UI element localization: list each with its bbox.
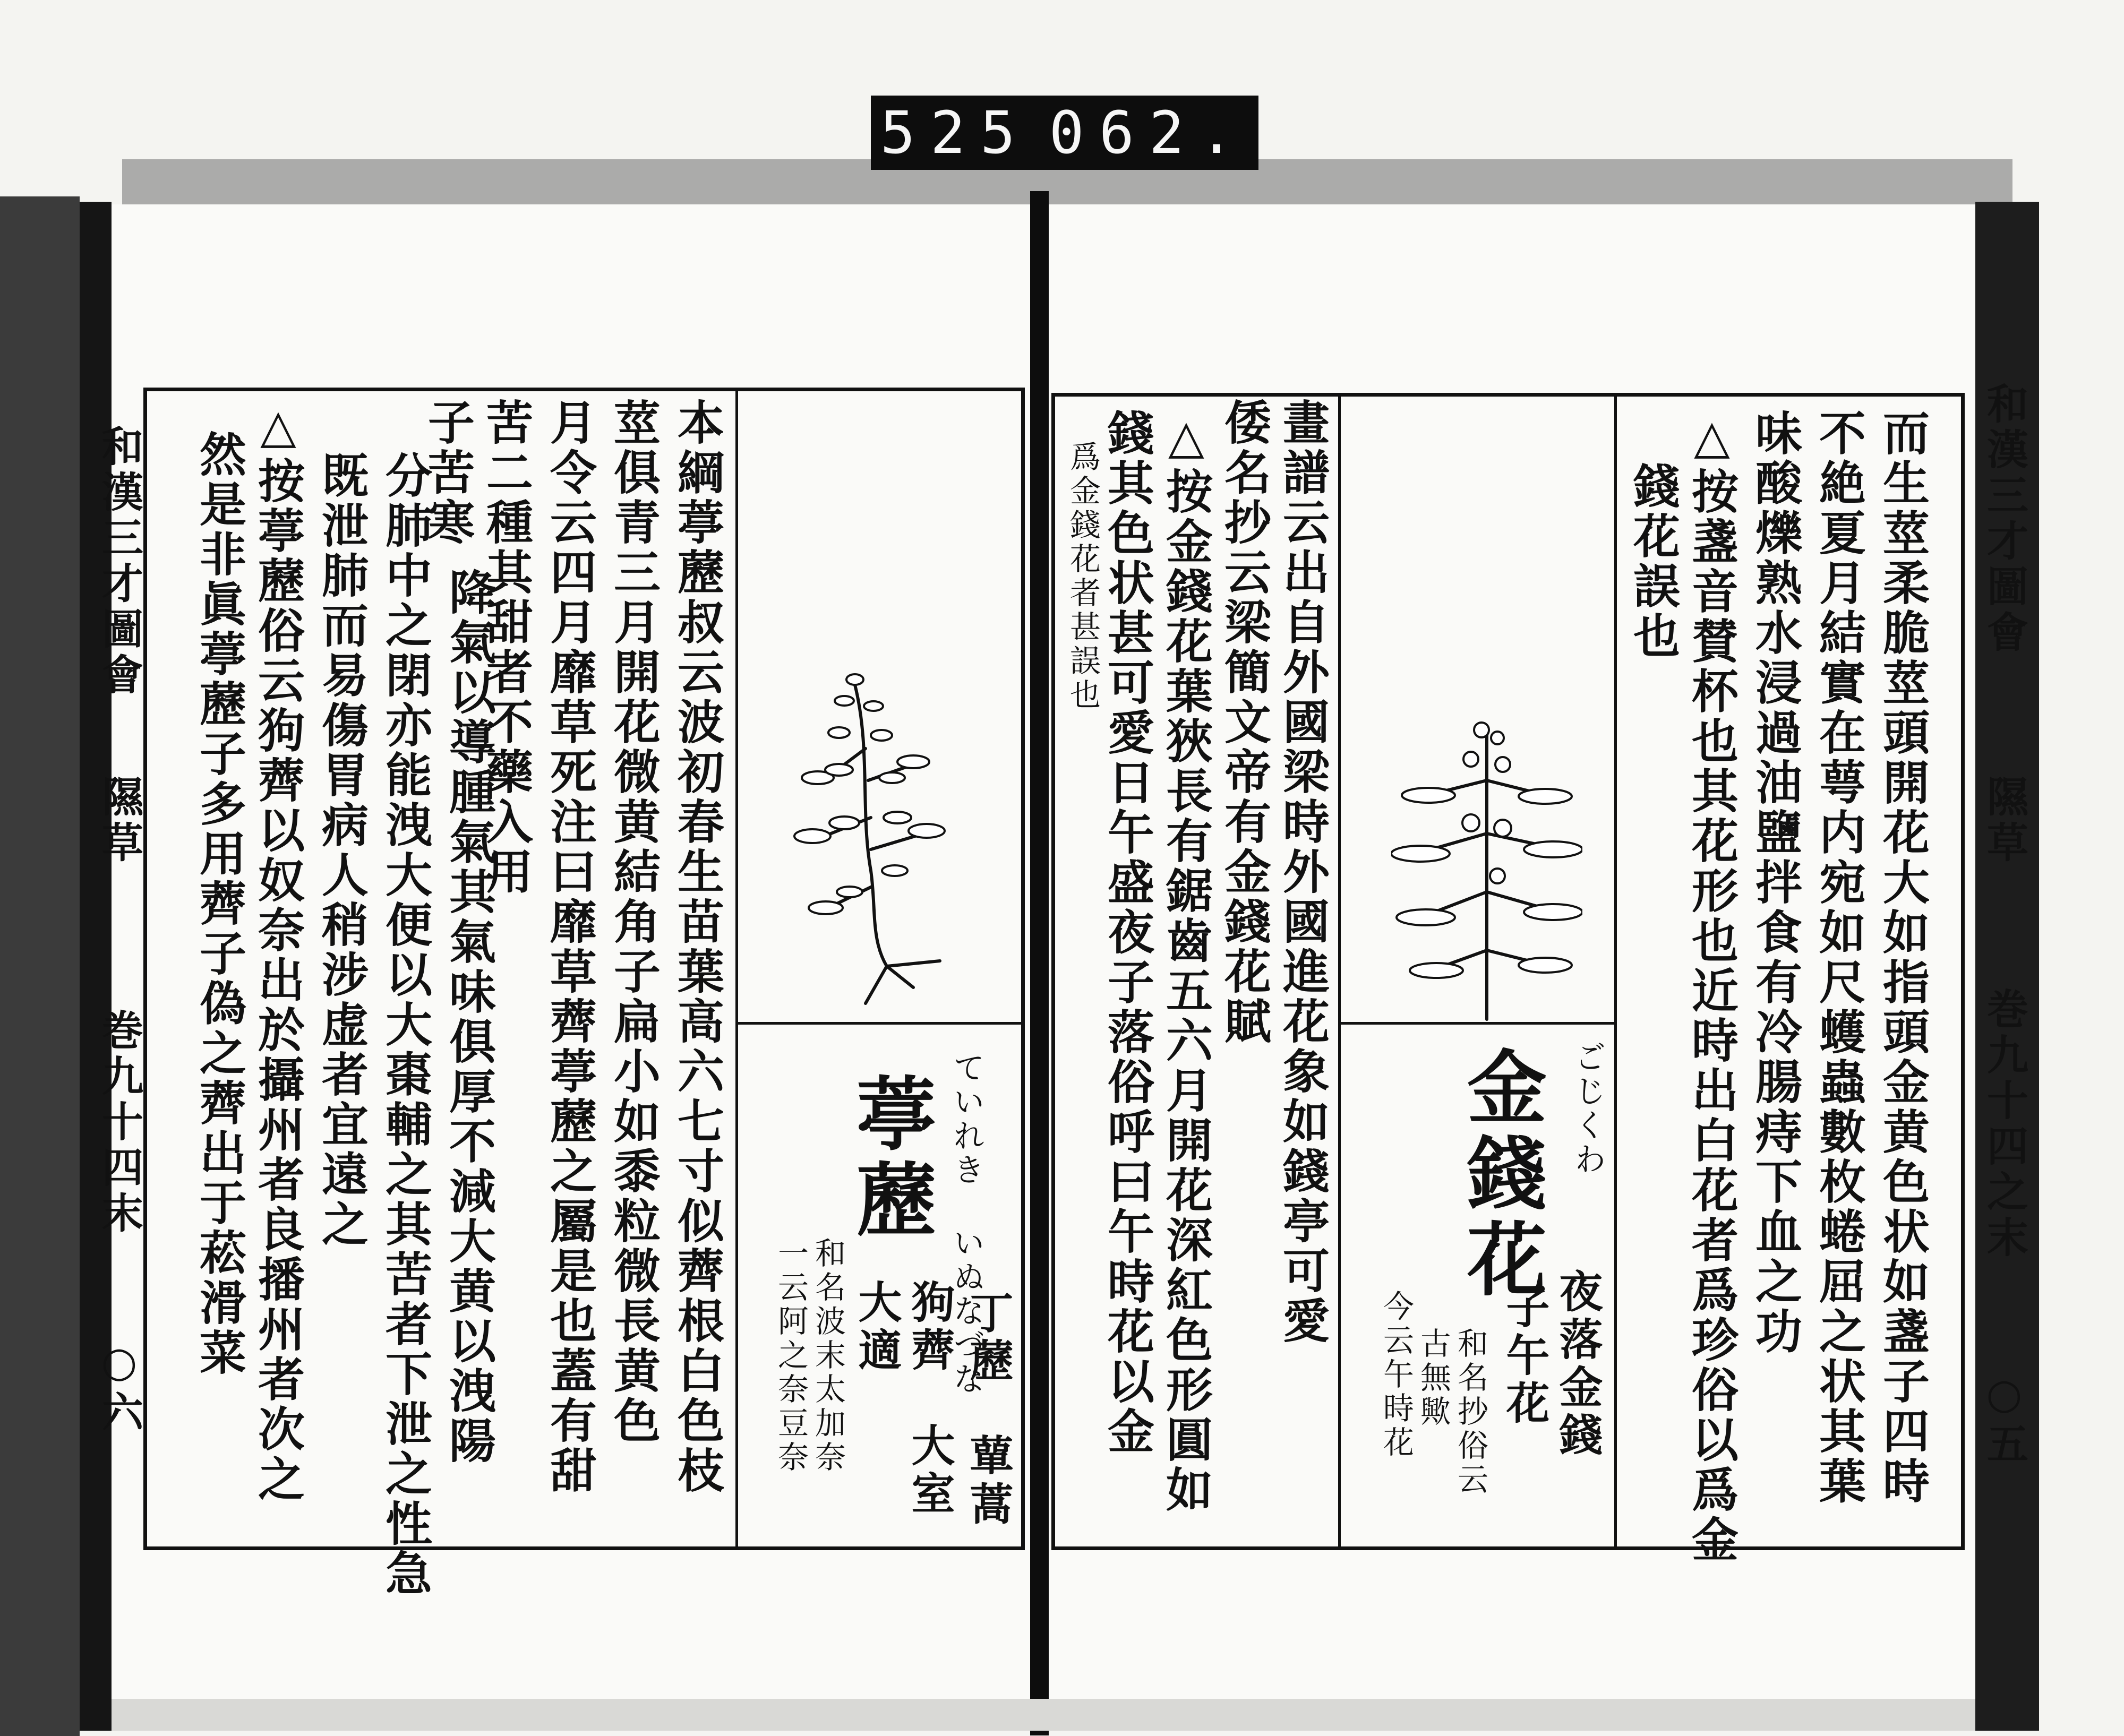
left-illustration-divider [738, 1022, 1022, 1025]
right-text-col-3: △按金錢花葉狹長有鋸齒五六月開花深紅色形圓如 [1159, 409, 1214, 1515]
right-note-2: 古無歟 [1415, 1327, 1451, 1429]
right-cont-col-5: 錢花誤也 [1626, 462, 1681, 661]
left-page-edge [0, 196, 80, 1736]
left-note-2: 一云阿之奈豆奈 [773, 1237, 809, 1475]
right-cont-col-2: 不絶夏月結實在萼内宛如尺蠖蟲數枚蜷屈之状其葉 [1812, 409, 1867, 1507]
right-synonym-1: 夜落金錢 [1552, 1269, 1603, 1460]
right-gutter-section: 隰草 [1980, 775, 2028, 866]
right-text-col-4: 錢其色状甚可愛日午盛夜子落俗呼曰午時花以金 [1100, 409, 1155, 1457]
left-text-col-9: △按葶藶俗云狗薺以奴奈出於攝州者良播州者次之 [251, 398, 306, 1505]
left-text-col-2: 莖俱青三月開花微黄結角子扁小如黍粒微長黄色 [606, 398, 662, 1446]
right-column-divider-outer [1614, 396, 1617, 1548]
left-text-col-8: 既泄肺而易傷胃病人稍涉虚者宜遠之 [314, 451, 370, 1250]
right-gutter-title: 和漢三才圖會 [1980, 382, 2028, 656]
bottom-margin-band [112, 1699, 1975, 1731]
left-gutter-section: 隰草 [95, 775, 143, 866]
right-note-3: 今云午時花 [1378, 1290, 1414, 1460]
catalog-number-right: 062. [1049, 99, 1249, 167]
catalog-number-left: 525 [880, 99, 1031, 167]
left-gutter-title: 和漢三才圖會 [95, 425, 143, 699]
right-gutter-volume: 巻九十四之末 [1980, 987, 2028, 1261]
right-text-col-2: 倭名抄云梁簡文帝有金錢花賦 [1217, 398, 1272, 1047]
right-plant-illustration [1391, 717, 1582, 1025]
right-entry-reading: ごじくわ [1569, 1041, 1606, 1176]
left-entry-title: 葶藶 [843, 1072, 936, 1244]
left-gutter-volume: 巻九十四末 [95, 1009, 143, 1237]
right-text-col-5: 爲金錢花者甚誤也 [1065, 441, 1101, 712]
left-gutter-folio: ○六 [95, 1338, 143, 1436]
left-text-col-7: 分肺中之閉亦能洩大便以大棗輔之其苦者下泄之性急 [378, 451, 433, 1599]
right-entry-title: 金錢花 [1453, 1046, 1547, 1304]
right-text-col-1: 畫譜云出自外國梁時外國進花象如錢亭可愛 [1275, 398, 1331, 1346]
catalog-label [871, 96, 1258, 170]
right-note-1: 和名抄俗云 [1452, 1327, 1488, 1497]
left-text-col-1: 本綱葶藶叔云波初春生苗葉高六七寸似薺根白色枝 [670, 398, 725, 1496]
right-synonym-2: 子午花 [1499, 1285, 1550, 1428]
left-text-col-6: 降氣以導腫氣其氣味俱厚不減大黄以洩陽 [442, 568, 497, 1466]
left-text-col-10: 然是非眞葶藶子多用薺子偽之薺出于菘滑菜 [192, 430, 247, 1378]
left-column-divider [735, 390, 738, 1548]
left-synonym-3: 大適 [851, 1279, 902, 1375]
left-note-1: 和名波末太加奈 [810, 1237, 846, 1475]
book-spine [1030, 191, 1049, 1735]
right-column-divider-inner [1338, 396, 1341, 1548]
left-plant-illustration [781, 642, 1004, 1014]
right-cont-col-4: △按盞音賛杯也其花形也近時出白花者爲珍俗以爲金 [1684, 409, 1740, 1565]
left-synonym-1: 丁藶 蕇蒿 [963, 1290, 1014, 1529]
left-text-col-4: 苦二種其甜者不藥入用 [479, 398, 534, 897]
right-cont-col-3: 味酸爍熟水浸過油鹽拌食有冷腸痔下血之功 [1748, 409, 1803, 1357]
right-gutter-folio: ○五 [1980, 1370, 2028, 1468]
right-cont-col-1: 而生莖柔脆莖頭開花大如指頭金黄色状如盞子四時 [1875, 409, 1931, 1507]
left-entry-reading: ていれき いぬなづな [948, 1051, 985, 1396]
left-synonym-2: 狗薺 大室 [904, 1279, 955, 1518]
left-text-col-5: 子苦寒 [421, 398, 476, 548]
left-text-col-3: 月令云四月靡草死注曰靡草薺葶藶之屬是也蓋有甜 [543, 398, 598, 1496]
